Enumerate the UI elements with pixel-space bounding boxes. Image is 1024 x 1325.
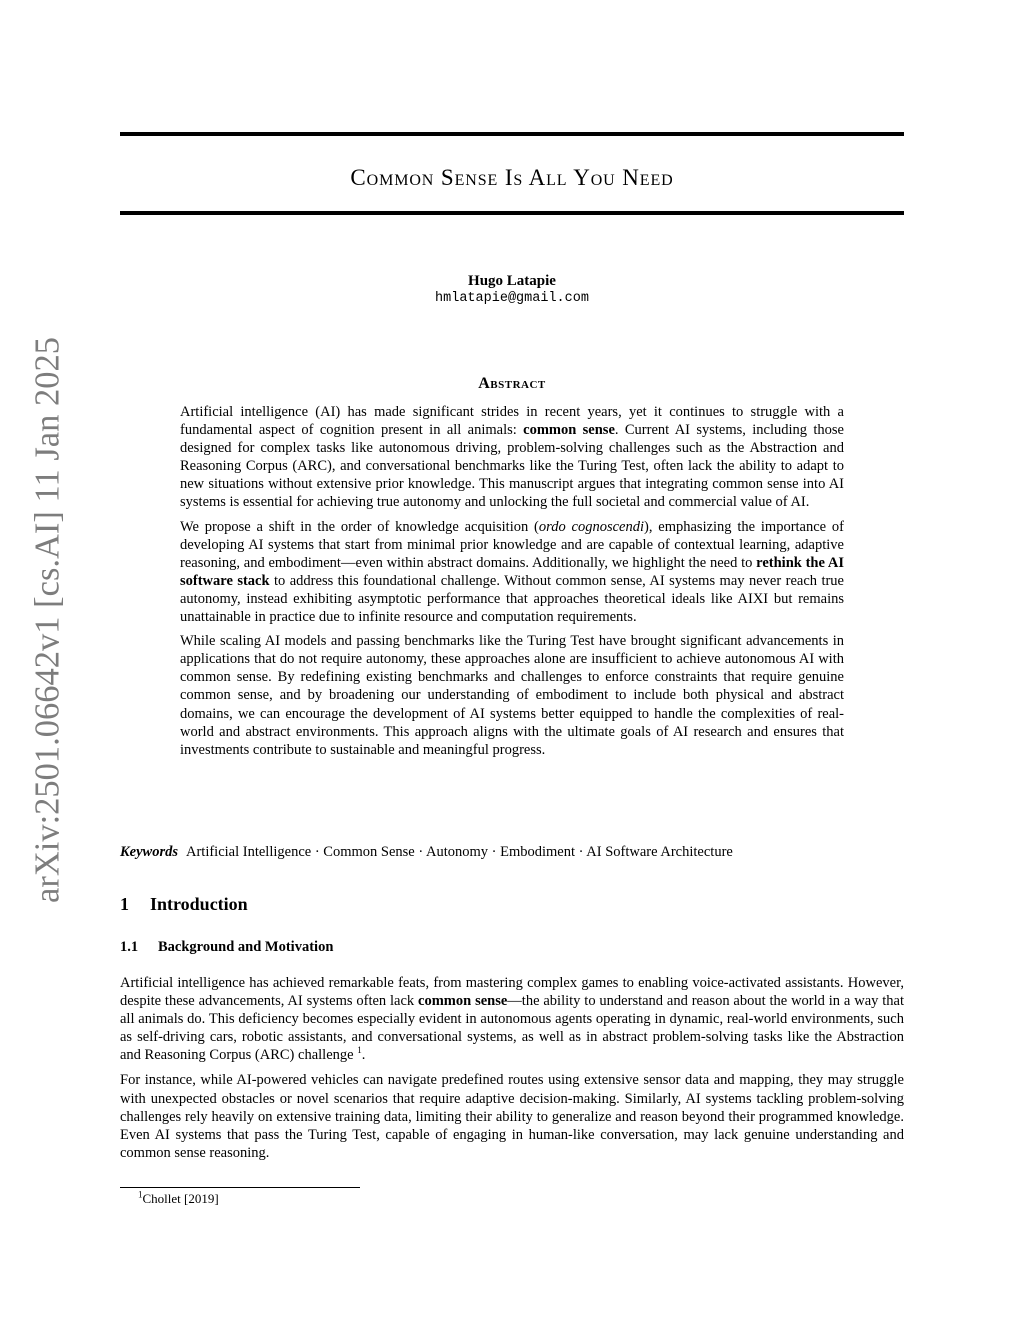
title-rule-top [120, 132, 904, 136]
abstract-p2-bold-rethink: rethink the AI software stack [180, 554, 844, 589]
arxiv-identifier-stamp: arXiv:2501.06642v1 [cs.AI] 11 Jan 2025 [28, 337, 67, 903]
body-paragraph-1 [120, 974, 904, 1064]
abstract-p1-text-a: Artificial intelligence (AI) has made significant strides in recent years, yet it continues to struggle with a fundamental aspect of cognition present in all animals: [180, 404, 844, 439]
footnote-text[interactable]: Chollet [2019] [142, 1191, 219, 1206]
subsection-title: Background and Motivation [158, 939, 334, 955]
keywords-label: Keywords [120, 844, 178, 860]
footnote-separator [120, 1187, 360, 1188]
abstract-paragraph-1 [180, 403, 844, 512]
abstract-body [180, 403, 844, 759]
body-p1-text-a: Artificial intelligence has achieved remarkable feats, from mastering complex games to enabling voice-activated assistants. However, despite these advancements, AI systems often lack [120, 975, 904, 1010]
footnote-reference[interactable]: 1 [357, 1045, 362, 1056]
abstract-paragraph-3: While scaling AI models and passing benchmarks like the Turing Test have brought significant advancements in applications that do not require autonomy, these approaches alone are insufficient to achieve autonomous AI with common sense. By redefining existing benchmarks and challenges to enforce constraints that require genuine common sense, and by broadening our understanding of embodiment to include both physical and abstract domains, we can encourage the development of AI systems better equipped to handle the complexities of real-world and abstract environments. This approach aligns with the ultimate goals of AI research and ensures that investments contribute to sustainable and meaningful progress. [180, 633, 844, 758]
body-p1-bold-common-sense: common sense [418, 993, 508, 1010]
author-email: hmlatapie@gmail.com [435, 291, 589, 306]
abstract-p2-italic-ordo: ordo cognoscendi [538, 518, 645, 535]
abstract-p2-text-a: We propose a shift in the order of knowledge acquisition ( [180, 518, 539, 535]
subsection-number: 1.1 [120, 939, 139, 955]
section-heading-introduction [120, 893, 248, 915]
paper-title: Common Sense Is All You Need [350, 165, 674, 190]
subsection-heading-background [120, 938, 333, 956]
abstract-paragraph-2 [180, 518, 844, 627]
footnote [138, 1191, 219, 1207]
abstract-p2-text-e: to address this foundational challenge. Without common sense, AI systems may never reach true autonomy, instead exhibiting asymptotic performance that approaches theoretical ideals like AIXI but remains unattainable in practice due to infinite resource and computation requirements. [180, 572, 844, 626]
abstract-heading: Abstract [478, 375, 546, 392]
author-name: Hugo Latapie [468, 273, 556, 289]
body-p1-text-c: —the ability to understand and reason about the world in a way that all animals do. This deficiency becomes especially evident in autonomous agents operating in dynamic, real-world environments, such as self-driving cars, robotic assistants, and conversational systems, as well as in abstract problem-solving tasks like the Abstraction and Reasoning Corpus (ARC) challenge [120, 993, 904, 1064]
abstract-p1-bold-common-sense: common sense [523, 422, 615, 439]
abstract-p1-text-c: . Current AI systems, including those designed for complex tasks like autonomous driving, problem-solving challenges such as the Abstraction and Reasoning Corpus (ARC), and conversational benchmarks like the Turing Test, often lack the ability to adapt to new situations without extensive prior knowledge. This manuscript argues that integrating common sense into AI systems is essential for achieving true autonomy and unlocking the full societal and commercial value of AI. [180, 422, 844, 511]
footnote-number: 1 [138, 1189, 143, 1200]
body-p1-text-d: . [361, 1047, 366, 1064]
introduction-body [120, 974, 904, 1162]
keywords-line [120, 843, 904, 861]
title-rule-bottom [120, 211, 904, 215]
abstract-p2-text-c: ), emphasizing the importance of developing AI systems that start from minimal prior knowledge and are capable of contextual learning, adaptive reasoning, and embodiment—even within abstract domains. Additionally, we highlight the need to [180, 518, 844, 571]
section-number: 1 [120, 894, 129, 914]
author-block [120, 272, 904, 308]
body-paragraph-2: For instance, while AI-powered vehicles can navigate predefined routes using extensive sensor data and mapping, they may struggle with unexpected obstacles or novel scenarios that require adaptive decision-making. Similarly, AI systems tackling problem-solving challenges rely heavily on extensive training data, limiting their ability to generalize and reason beyond their programmed knowledge. Even AI systems that pass the Turing Test, capable of engaging in human-like conversation, may lack genuine understanding and common sense reasoning. [120, 1072, 904, 1161]
section-title: Introduction [150, 894, 248, 914]
keywords-list: Artificial Intelligence · Common Sense · Autonomy · Embodiment · AI Software Architecture [186, 844, 733, 860]
